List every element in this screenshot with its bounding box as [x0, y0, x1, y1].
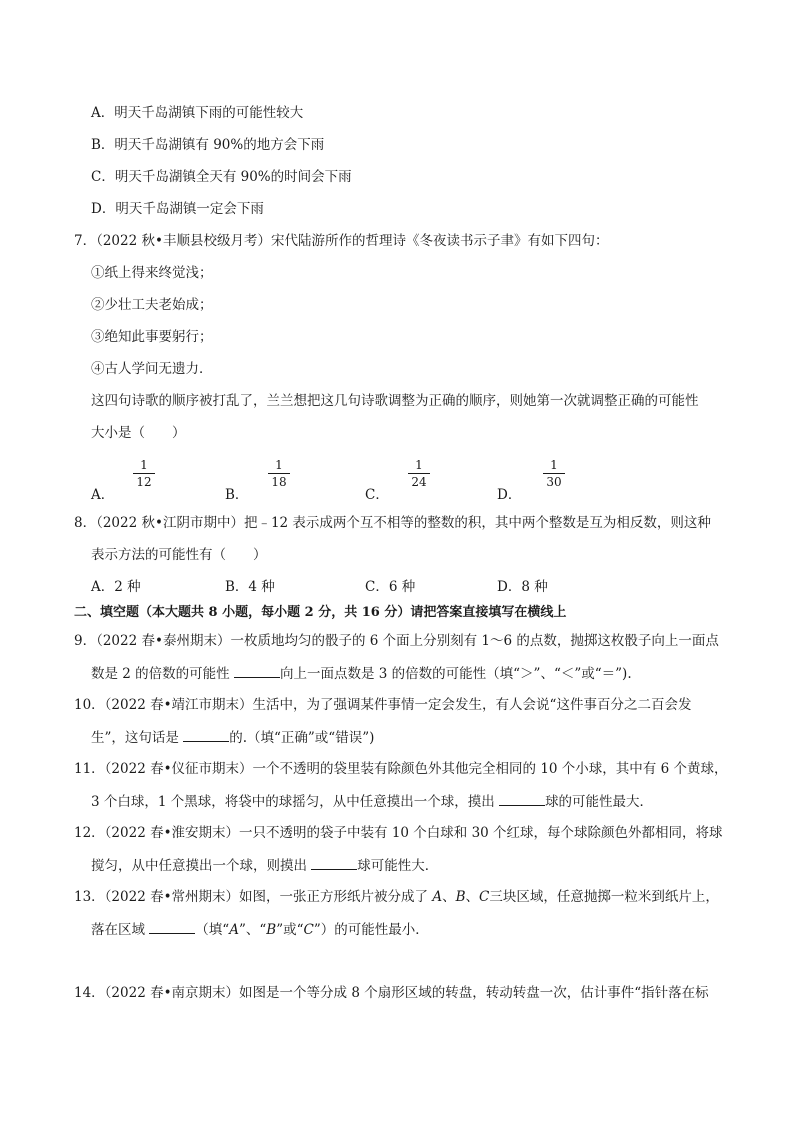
q7-option-c-fraction	[405, 458, 433, 489]
q10-text-b: 的.（填“正确”或“错误”)	[229, 730, 375, 746]
numerator: 1	[140, 458, 148, 472]
q6-option-a: A．明天千岛湖镇下雨的可能性较大	[91, 105, 304, 121]
q14-line-1: 14．（2022 春•南京期末）如图是一个等分成 8 个扇形区域的转盘，转动转盘一次，估计事件“指针落在标	[74, 985, 709, 1001]
separator: 、	[465, 889, 480, 905]
separator: 、	[442, 889, 456, 905]
q7-line-3: ③绝知此事要躬行；	[91, 329, 213, 345]
q8-option-b: B．4 种	[225, 579, 275, 595]
q12-answer-blank[interactable]	[311, 856, 357, 870]
numerator: 1	[550, 458, 558, 472]
denominator: 12	[136, 475, 152, 489]
q9-line-1: 9．（2022 春•泰州期末）一枚质地均匀的骰子的 6 个面上分别刻有 1～6 的点数，抛掷这枚骰子向上一面点	[74, 633, 719, 649]
q6-option-c: C．明天千岛湖镇全天有 90%的时间会下雨	[91, 169, 352, 185]
q11-text-b: 球的可能性最大．	[545, 794, 654, 810]
q8-line-1: 8．（2022 秋•江阴市期中）把﹣12 表示成两个互不相等的整数的积，其中两个整数是互为相反数，则这种	[74, 515, 711, 531]
q7-stem: 7．（2022 秋•丰顺县校级月考）宋代陆游所作的哲理诗《冬夜读书示子聿》有如下四句：	[74, 233, 609, 249]
section-heading-fill-in: 二、填空题（本大题共 8 小题，每小题 2 分，共 16 分）请把答案直接填写在横线上	[74, 605, 567, 620]
q11-line-1: 11．（2022 春•仪征市期末）一个不透明的袋里装有除颜色外其他完全相同的 10 个小球，其中有 6 个黄球，	[74, 761, 728, 777]
q7-text-1: 这四句诗歌的顺序被打乱了，兰兰想把这几句诗歌调整为正确的顺序，则她第一次就调整正确的可能性	[91, 393, 699, 409]
denominator: 30	[546, 475, 562, 489]
choice-b: B	[266, 922, 277, 938]
q13-line-1	[74, 888, 719, 906]
numerator: 1	[415, 458, 423, 472]
q9-answer-blank[interactable]	[234, 664, 280, 678]
q11-text-a: 3 个白球，1 个黑球，将袋中的球摇匀，从中任意摸出一个球，摸出	[91, 794, 500, 810]
q13-answer-blank[interactable]	[149, 920, 195, 934]
q8-option-a: A．2 种	[91, 579, 141, 595]
q7-line-1: ①纸上得来终觉浅；	[91, 265, 213, 281]
q13-text-e: ”）的可能性最小．	[313, 922, 429, 938]
choice-c: C	[303, 922, 314, 938]
quote-sep: ”、“	[238, 922, 267, 938]
denominator: 18	[271, 475, 287, 489]
denominator: 24	[411, 475, 427, 489]
q10-text-a: 生”，这句话是	[91, 730, 184, 746]
fraction-bar	[268, 473, 290, 474]
q7-line-4: ④古人学问无遗力．	[91, 361, 213, 377]
q8-line-2: 表示方法的可能性有（ ）	[91, 547, 267, 563]
choice-a: A	[229, 922, 239, 938]
region-b-label: B	[455, 889, 466, 905]
fraction-bar	[543, 473, 565, 474]
q10-answer-blank[interactable]	[183, 728, 229, 742]
q9-text-a: 数是 2 的倍数的可能性	[91, 666, 234, 682]
q7-option-a-fraction	[130, 458, 158, 489]
q10-line-2	[91, 728, 374, 747]
q12-line-1: 12．（2022 春•淮安期末）一只不透明的袋子中装有 10 个白球和 30 个红球，每个球除颜色外都相同，将球	[74, 825, 723, 841]
q7-option-c-label: C．	[365, 487, 389, 503]
q8-option-c: C．6 种	[365, 579, 416, 595]
q11-answer-blank[interactable]	[499, 792, 545, 806]
q8-option-d: D．8 种	[497, 579, 548, 595]
numerator: 1	[275, 458, 283, 472]
q7-option-b-fraction	[265, 458, 293, 489]
fraction-bar	[133, 473, 155, 474]
fraction-bar	[408, 473, 430, 474]
q6-option-b: B．明天千岛湖镇有 90%的地方会下雨	[91, 137, 325, 153]
q7-line-2: ②少壮工夫老始成；	[91, 297, 213, 313]
q6-option-d: D．明天千岛湖镇一定会下雨	[91, 201, 264, 217]
q12-text-b: 球可能性大．	[357, 858, 439, 874]
q7-text-2: 大小是（ ）	[91, 425, 186, 441]
q10-line-1: 10．（2022 春•靖江市期末）生活中，为了强调某件事情一定会发生，有人会说“这件事百分之二百会发	[74, 697, 692, 713]
q13-line-2	[91, 920, 429, 939]
region-c-label: C	[479, 889, 490, 905]
q13-text-c: 落在区域	[91, 922, 150, 938]
q12-text-a: 搅匀，从中任意摸出一个球，则摸出	[91, 858, 312, 874]
q9-line-2	[91, 664, 632, 683]
q12-line-2	[91, 856, 438, 875]
q9-text-b: 向上一面点数是 3 的倍数的可能性（填“＞”、“＜”或“＝”).	[279, 666, 632, 682]
q7-option-d-label: D．	[497, 487, 522, 503]
q13-text-b: 三块区域，任意抛掷一粒米到纸片上，	[489, 889, 719, 905]
quote-sep: ”或“	[276, 922, 304, 938]
q7-option-a-label: A．	[91, 487, 115, 503]
q7-option-b-label: B．	[225, 487, 249, 503]
q7-option-d-fraction	[540, 458, 568, 489]
q13-text-a: 13．（2022 春•常州期末）如图，一张正方形纸片被分成了	[74, 889, 433, 905]
q13-text-d: （填“	[195, 922, 230, 938]
region-a-label: A	[432, 889, 443, 905]
q11-line-2	[91, 792, 653, 811]
